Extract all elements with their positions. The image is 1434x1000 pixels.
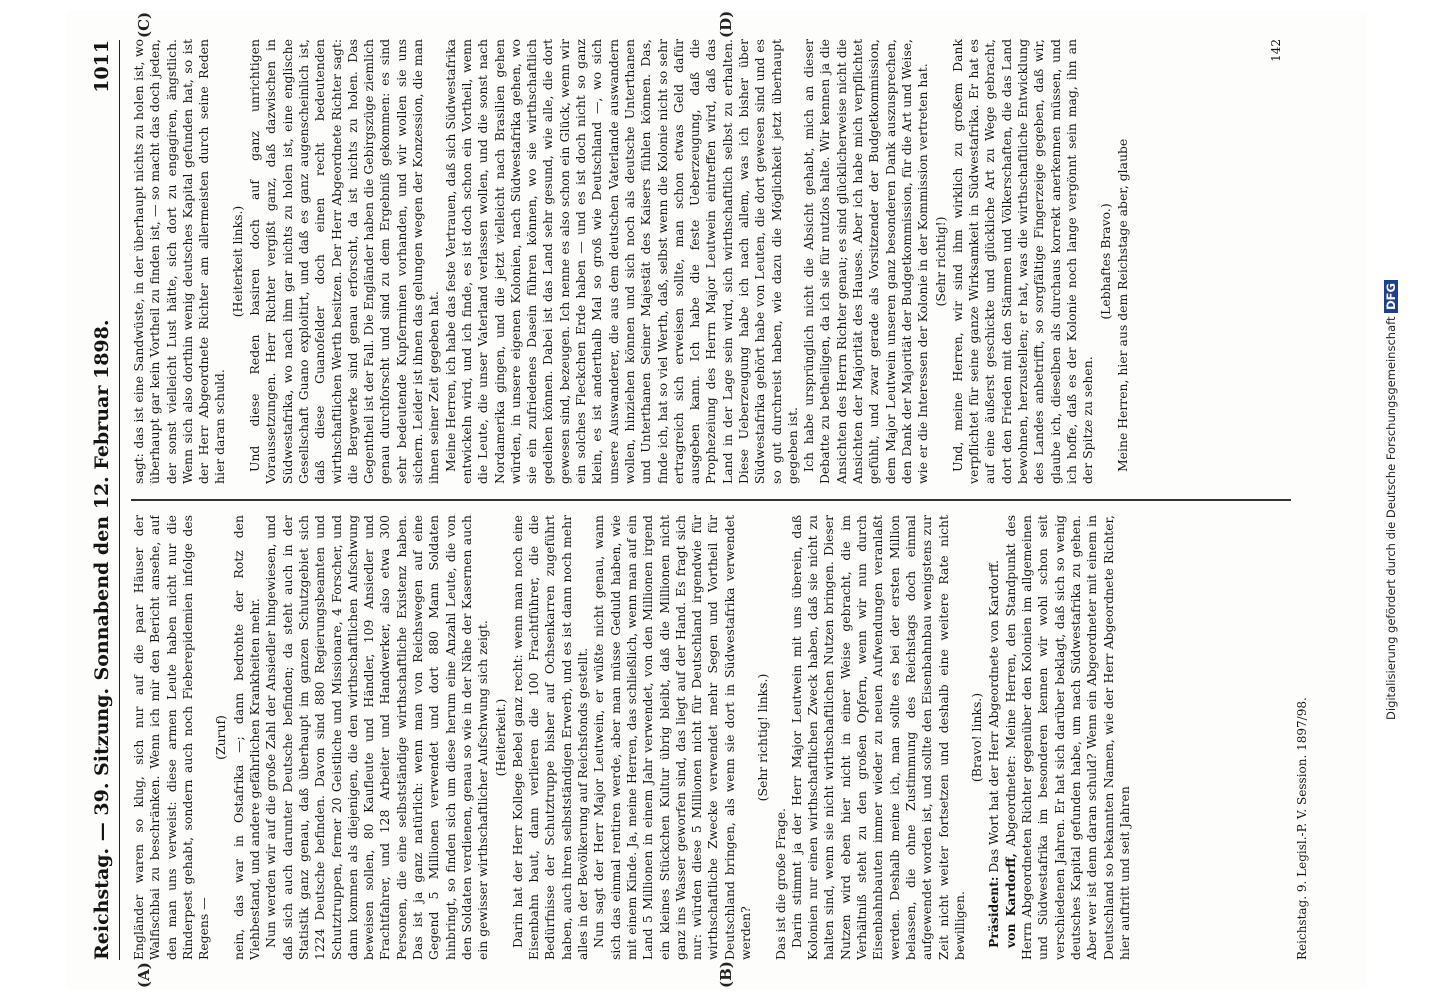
paragraph: Darin stimmt ja der Herr Major Leutwein mit uns überein, daß Kolonien nur einen wirthschaftlichen Zweck haben, daß sie nicht zu halten sind, wenn sie nicht wirthschaftlichen Nutzen bringen. Dieser Nutzen wird eben hier nicht in einer Weise gebracht, die im Verhältniß steht zu den großen Opfern, wenn wir nun durch Eisenbahnbauten immer wieder zu neuen Aufwendungen veranlaßt werden. Deshalb meine ich, man sollte es bei der ersten Million belassen, die ohne Zustimmung des Reichstags doch einmal aufgewendet worden ist, und sollte den Eisenbahnbau wenigstens zur Zeit nicht weiter fortsetzen und deshalb eine weitere Rate nicht bewilligen. [788,515,967,960]
paragraph: Ich habe ursprünglich nicht die Absicht gehabt, mich an dieser Debatte zu betheiligen, da ich sie für nutzlos halte. Wir kennen ja die Ansichten des Herrn Richter genau; es sind glücklicherweise nicht die Ansichten der Majorität des Hauses. Aber ich habe mich verpflichtet gefühlt, und zwar gerade als Vorsitzender der Budgetkommission, dem Major Leutwein unseren ganz besonderen Dank auszusprechen, den Dank der Majorität der Budgetkommission, für die Art und Weise, wie er die Interessen der Kolonie in der Kommission vertreten hat. [801,39,931,484]
president-text: Das Wort hat der Herr Abgeordnete von Kardorff. [986,559,1002,873]
column-divider [131,500,1291,502]
paragraph: Meine Herren, ich habe das feste Vertrauen, daß sich Südwestafrika entwickeln wird, und ich finde, es ist doch schon ein Vortheil, wenn die Leute, die unser Vaterland verlassen wollen, und die sonst nach Nordamerika gingen, und die jetzt vielleicht nach Brasilien gehen würden, in unsere eigenen Kolonien, nach Südwestafrika gehen, wo sie ein zufriedenes Dasein führen können, wo sie wirthschaftlich gedeihen können. Dabei ist das Land sehr gesund, wie alle, die dort gewesen sind, bezeugen. Ich nenne es also schon ein Glück, wenn wir ein solches Fleckchen Erde haben — und es ist doch nicht so ganz klein, es ist anderthalb Mal so groß wie Deutschland —, wo sich unsere Auswanderer, die aus dem deutschen Vaterlande auswandern wollen, hinziehen können und sich noch als deutsche Unterthanen und Unterthanen Seiner Majestät des Kaisers fühlen können. Das, finde ich, hat so viel Werth, daß, selbst wenn die Kolonie nicht so sehr ertragreich sich erweisen sollte, man schon etwas Geld dafür ausgeben kann. Ich habe die feste Ueberzeugung, daß die Prophezeiung des Herrn Major Leutwein eintreffen wird, daß das Land in der Lage sein wird, sich wirthschaftlich selbst zu erhalten. Diese Ueberzeugung habe ich nach allem, was ich bisher über Südwestafrika gehört habe von Leuten, die dort gewesen sind und es so gut durchreist haben, wie dazu die Möglichkeit jetzt überhaupt gegeben ist. [442,39,800,484]
interjection: (Lebhaftes Bravo.) [1097,203,1113,320]
paragraph: Nun sagt der Herr Major Leutwein, er wüßte nicht genau, wann sich das einmal rentiren werde, aber man müsse Geduld haben, wie mit einem Kinde. Ja, meine Herren, das schließlich, wenn man auf ein Land 5 Millionen in einem Jahr verwendet, von den Millionen irgend ein kleines Stückchen Kultur übrig bleibt, daß die Millionen nicht ganz ins Wasser geworfen sind, das liegt auf der Hand. Es fragt sich nur: würden diese 5 Millionen nicht für Deutschland irgendwie für wirthschaftliche Zwecke verwendet mehr Segen und Vortheil für Deutschland bringen, als wenn sie dort in Südwestafrika verwendet werden? [591,515,753,960]
margin-marker-a: (A) [135,962,153,988]
interjection: (Heiterkeit.) [492,698,508,777]
digitization-credit-text: Digitalisierung gefördert durch die Deutsche Forschungsgemeinschaft [1384,316,1398,720]
right-column [131,39,1301,484]
page-header [85,40,120,960]
paragraph: Das ist die große Frage. [772,808,788,960]
speaker-name: von Kardorff, [1002,853,1018,948]
paragraph: Und diese Reden basiren doch auf ganz unrichtigen Voraussetzungen. Herr Richter vergißt ganz, daß dazwischen in Südwestafrika, wo nach ihm gar nichts zu holen ist, eine englische Gesellschaft Guano exploitirt, und daß es ganz augenscheinlich ist, daß diese Guanofelder doch einen recht bedeutenden wirthschaftlichen Werth besitzen. Der Herr Abgeordnete Richter sagt: die Bergwerke sind genau erforscht, da ist nichts zu holen. Das Gegentheil ist der Fall. Die Engländer haben die Gebirgszüge ziemlich genau durchforscht und sind zu dem Ergebniß gekommen: es sind sehr bedeutende Kupferminen vorhanden, und wir wollen sie uns sichern. Leider ist ihnen das gelungen wegen der Konzession, die man ihnen seiner Zeit gegeben hat. [247,39,442,484]
margin-marker-c: (C) [135,11,153,38]
president-statement [986,515,1002,960]
interjection: (Sehr richtig! links.) [755,673,771,802]
interjection: (Bravo! links.) [969,692,985,783]
page-number: 1011 [91,40,113,93]
speaker-text: Abgeordneter: Meine Herren, den Standpunkt des Herrn Abgeordneten Richter gegenüber den Kolonien im allgemeinen und Südwestafrika im besonderen kennen wir wohl schon seit verschiedenen Jahren. Er hat sich darüber beklagt, daß sich so wenig deutsches Kapital gefunden habe, um nach Südwestafrika zu gehen. Aber wer ist denn daran schuld? Wenn ein Abgeordneter mit einem in Deutschland so bekannten Namen, wie der Herr Abgeordnete Richter, hier auftritt und seit Jahren [1002,515,1132,960]
paragraph: Nun werden wir auf die große Zahl der Ansiedler hingewiesen, und daß sich auch darunter Deutsche befinden; da steht auch in der Statistik ganz genau, daß überhaupt im ganzen Schutzgebiet sich 1224 Deutsche befinden. Davon sind 880 Regierungsbeamten und Schutztruppen, ferner 20 Geistliche und Missionare, 4 Forscher, und dann kommen als diejenigen, die den wirthschaftlichen Aufschwung beweisen sollen, 80 Kaufleute und Händler, 109 Ansiedler und Frachtfahrer, und 128 Arbeiter und Handwerker, also etwa 300 Personen, die eine selbstständige wirthschaftliche Existenz haben. Das ist ja ganz natürlich: wenn man von Reichswegen auf eine Gegend 5 Millionen verwendet und dort 880 Mann Soldaten hinbringt, so finden sich um diese herum eine Anzahl Leute, die von den Soldaten verdienen, genau so wie in der Nähe der Kasernen auch ein gewisser wirthschaftlicher Aufschwung sich zeigt. [263,515,491,960]
digitization-credit [1384,150,1408,850]
header-session-title: Reichstag. — 39. Sitzung. [91,687,113,960]
margin-marker-b: (B) [717,961,735,988]
margin-marker-d: (D) [717,10,735,38]
paragraph: Darin hat der Herr Kollege Bebel ganz recht: wenn man noch eine Eisenbahn baut, dann verlieren die 100 Frachtführer, die die Bedürfnisse der Schutztruppe bisher auf Ochsenkarren zugeführt haben, auch ihren selbstständigen Erwerb, und es ist dann noch mehr alles in der Bevölkerung auf Reichsfonds gestellt. [509,515,591,960]
interjection: (Sehr richtig!) [932,216,948,307]
paragraph: nein, das war in Ostafrika —; dann bedrohte der Rotz den Viehbestand, und andere gefährlichen Krankheiten mehr. [230,515,263,960]
interjection: (Heiterkeit links.) [229,205,245,318]
paragraph: Engländer waren so klug, sich nur auf die paar Häuser der Walfischbai zu beschränken. Wenn ich mir den Bericht ansehe, auf den man uns verweist: diese armen Leute haben nicht nur die Rinderpest gehabt, sondern auch noch Fieberepidemien infolge des Regens — [131,515,212,960]
paragraph: Meine Herren, hier aus dem Reichstage aber, glaube [1114,138,1130,472]
footer-sheet-number: 142 [1269,39,1283,62]
speaker-statement [1003,515,1133,960]
footer-session-info: Reichstag. 9. Legisl.-P. V. Session. 1897/98. [1295,697,1309,960]
interjection: (Zuruf) [213,715,229,760]
paragraph: sagt: das ist eine Sandwüste, in der überhaupt nichts zu holen ist, wo überhaupt gar kein Vortheil zu finden ist, — so macht das doch jeden, der sonst vielleicht Lust hätte, sich dort zu engagiren, ängstlich. Wenn sich also dorthin wenig deutsches Kapital gefunden hat, so ist der Herr Abgeordnete Richter am allermeisten durch seine Reden hier daran schuld. [131,39,228,484]
header-date: Sonnabend den 12. Februar 1898. [91,319,113,681]
rotated-document-page [67,10,1367,990]
left-column [131,515,1301,960]
paragraph: Und, meine Herren, wir sind ihm wirklich zu großem Dank verpflichtet für seine ganze Wirksamkeit in Südwestafrika. Er hat es auf eine äußerst geschickte und glückliche Art zu Wege gebracht, dort den Frieden mit den Stämmen und Völkerschaften, die das Land bewohnen, herzustellen; er hat, was die wirthschaftliche Entwicklung des Landes anbetrifft, so sorgfältige Fingerzeige gegeben, daß wir, glaube ich, dieselben als durchaus korrekt anerkennen müssen, und ich hoffe, daß es der Kolonie noch lange vergönnt sein mag, ihn an der Spitze zu sehen. [949,39,1096,484]
dfg-logo: DFG [1384,280,1398,313]
president-label: Präsident: [986,876,1002,948]
